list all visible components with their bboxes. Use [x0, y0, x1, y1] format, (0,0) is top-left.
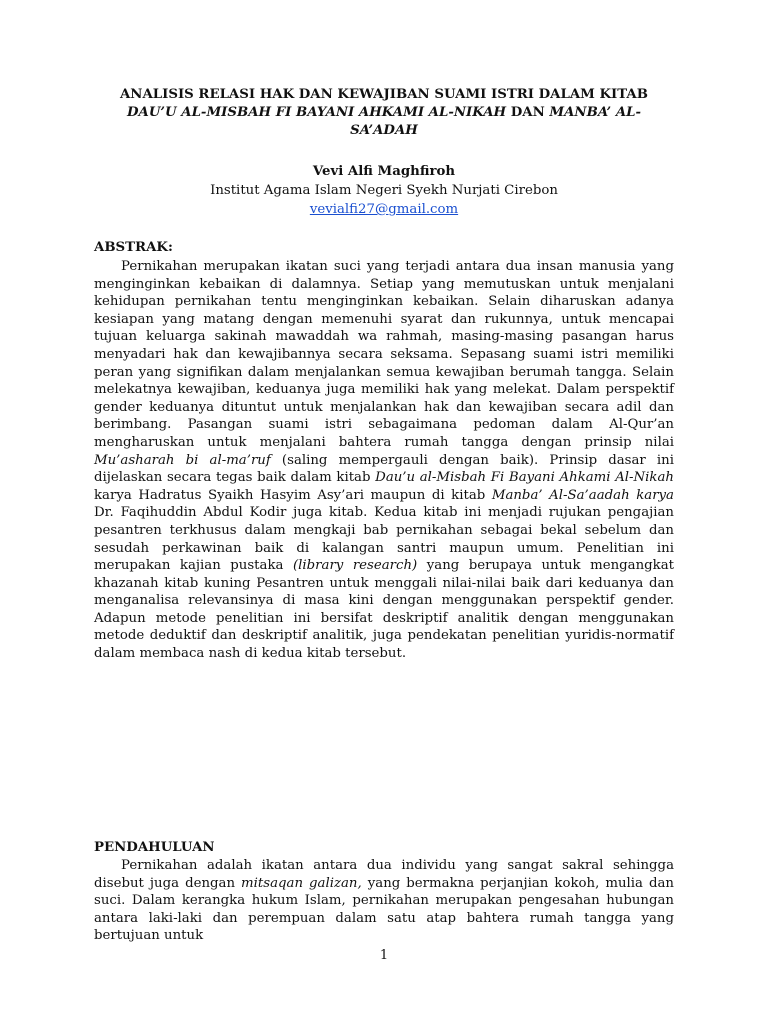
abstract-italic-kitab: Manba’ Al-Sa’aadah karya	[491, 487, 674, 503]
abstract-italic-kitab: Dau’u al-Misbah Fi Bayani Ahkami Al-Nikah	[375, 470, 674, 486]
title-italic-kitab-1: DAU’U AL-MISBAH FI BAYANI AHKAMI AL-NIKAH	[126, 105, 507, 120]
abstract-heading: ABSTRAK:	[94, 240, 173, 255]
title-italic-kitab-2: MANBA’ AL-SA’ADAH	[350, 105, 642, 138]
paper-page	[94, 86, 674, 944]
abstract-italic-term: (library research)	[292, 558, 418, 574]
introduction-heading: PENDAHULUAN	[94, 840, 215, 855]
author-name: Vevi Alfi Maghfiroh	[312, 164, 456, 179]
title-text: ANALISIS RELASI HAK DAN KEWAJIBAN SUAMI ISTRI DALAM KITAB	[119, 87, 648, 102]
title-text-connector: DAN	[506, 105, 550, 120]
abstract-text: karya Hadratus Syaikh Hasyim Asy’ari maupun di kitab	[94, 487, 492, 503]
introduction-text: yang bermakna perjanjian kokoh, mulia dan suci. Dalam kerangka hukum Islam, pernikahan merupakan pengesahan hubungan antara laki-laki dan perempuan dalam satu atap bahtera rumah tangga yang bertujuan untuk	[94, 875, 674, 944]
abstract-text: Pernikahan merupakan ikatan suci yang terjadi antara dua insan manusia yang menginginkan kebaikan di dalamnya. Setiap yang memutuskan untuk menjalani kehidupan pernikahan tentu menginginkan kebaikan. Selain diharuskan adanya kesiapan yang matang dengan memenuhi syarat dan rukunnya, untuk mencapai tujuan keluarga sakinah mawaddah wa rahmah, masing-masing pasangan harus menyadari hak dan kewajibannya secara seksama. Sepasang suami istri memiliki peran yang signifikan dalam menjalankan semua kewajiban berumah tangga. Selain melekatnya kewajiban, keduanya juga memiliki hak yang melekat. Dalam perspektif gender keduanya dituntut untuk menjalankan hak dan kewajiban secara adil dan berimbang. Pasangan suami istri sebagaimana pedoman dalam Al-Qur’an mengharuskan untuk menjalani bahtera rumah tangga dengan prinsip nilai	[94, 259, 674, 450]
paper-title	[94, 86, 674, 140]
abstract-text: Dr. Faqihuddin Abdul Kodir juga kitab. Kedua kitab ini menjadi rujukan pengajian pesantren terkhusus dalam mengkaji bab pernikahan sebagai bekal sebelum dan sesudah perkawinan baik di kalangan santri maupun umum. Penelitian ini merupakan kajian pustaka	[94, 505, 674, 574]
abstract-paragraph	[94, 258, 674, 663]
abstract-text: (saling mempergauli dengan baik). Prinsip dasar ini dijelaskan secara tegas baik dalam kitab	[94, 452, 674, 486]
author-email-link[interactable]: vevialfi27@gmail.com	[309, 202, 459, 217]
author-block	[94, 162, 674, 219]
page-number: 1	[379, 948, 389, 963]
author-affiliation: Institut Agama Islam Negeri Syekh Nurjati Cirebon	[210, 183, 558, 198]
introduction-text: Pernikahan adalah ikatan antara dua individu yang sangat sakral sehingga disebut juga dengan	[94, 858, 674, 891]
introduction-italic-term: mitsaqan galizan,	[241, 875, 362, 891]
introduction-paragraph	[94, 857, 674, 945]
abstract-text: yang berupaya untuk mengangkat khazanah kitab kuning Pesantren untuk menggali nilai-nilai baik dari keduanya dan menganalisa relevansinya di masa kini dengan menggunakan perspektif gender. Adapun metode penelitian ini bersifat deskriptif analitik dengan menggunakan metode deduktif dan deskriptif analitik, juga pendekatan penelitian yuridis-normatif dalam membaca nash di kedua kitab tersebut.	[94, 558, 674, 662]
abstract-italic-term: Mu’asharah bi al-ma’ruf	[94, 452, 271, 468]
